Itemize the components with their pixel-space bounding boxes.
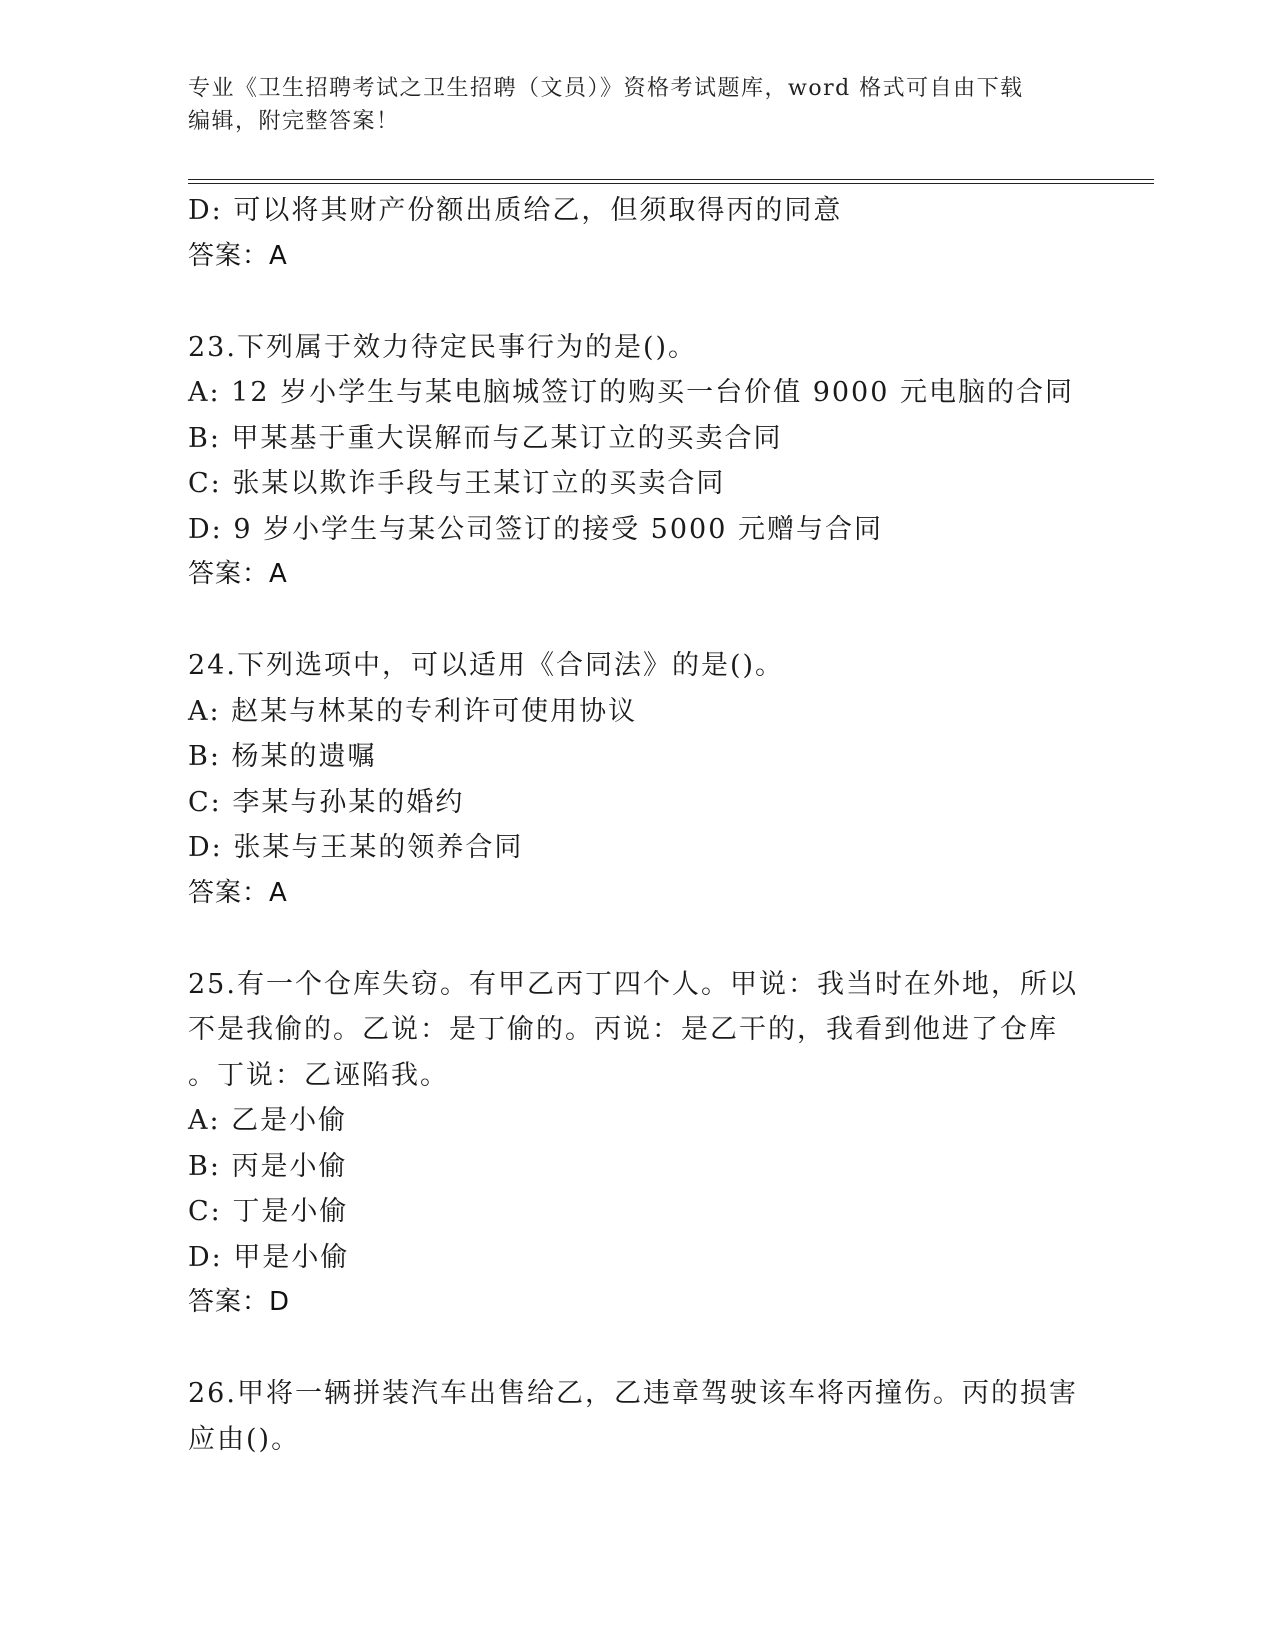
option-a: A: 乙是小偷	[188, 1105, 348, 1136]
spacer	[188, 279, 1088, 325]
question-25	[188, 962, 1088, 1326]
question-26	[188, 1371, 1088, 1462]
question-stem-line-1: 25.有一个仓库失窃。有甲乙丙丁四个人。甲说：我当时在外地，所以	[188, 968, 1078, 1000]
option-d: D: 张某与王某的领养合同	[188, 832, 524, 863]
question-23	[188, 325, 1088, 598]
question-stem-line-2: 不是我偷的。乙说：是丁偷的。丙说：是乙干的，我看到他进了仓库	[188, 1014, 1058, 1045]
option-d: D: 可以将其财产份额出质给乙，但须取得丙的同意	[188, 195, 843, 226]
option-c: C: 张某以欺诈手段与王某订立的买卖合同	[188, 468, 726, 499]
option-a: A: 赵某与林某的专利许可使用协议	[188, 695, 638, 727]
question-stem: 23.下列属于效力待定民事行为的是()。	[188, 331, 698, 363]
header-line-1: 专业《卫生招聘考试之卫生招聘（文员）》资格考试题库，word 格式可自由下载	[188, 76, 1024, 101]
question-stem: 24.下列选项中，可以适用《合同法》的是()。	[188, 650, 785, 681]
question-stem-line-3: 。丁说：乙诬陷我。	[188, 1059, 449, 1091]
question-24	[188, 643, 1088, 916]
header-line-2: 编辑，附完整答案！	[188, 109, 400, 134]
answer-line: 答案：D	[188, 1287, 291, 1317]
answer-line: 答案：A	[188, 559, 288, 589]
question-stem-line-2: 应由()。	[188, 1423, 301, 1455]
question-stem-line-1: 26.甲将一辆拼装汽车出售给乙，乙违章驾驶该车将丙撞伤。丙的损害	[188, 1378, 1078, 1409]
option-d: D: 甲是小偷	[188, 1241, 350, 1273]
spacer	[188, 598, 1088, 644]
spacer	[188, 916, 1088, 962]
option-b: B: 丙是小偷	[188, 1150, 348, 1182]
spacer	[188, 1326, 1088, 1372]
document-body	[188, 188, 1088, 1462]
answer-line: 答案：A	[188, 877, 288, 908]
header-divider-top	[188, 179, 1154, 180]
option-b: B: 杨某的遗嘱	[188, 741, 377, 772]
option-c: C: 李某与孙某的婚约	[188, 786, 465, 818]
document-header	[188, 72, 1088, 138]
option-c: C: 丁是小偷	[188, 1196, 349, 1227]
option-a: A: 12 岁小学生与某电脑城签订的购买一台价值 9000 元电脑的合同	[188, 377, 1074, 408]
option-b: B: 甲某基于重大误解而与乙某订立的买卖合同	[188, 422, 783, 454]
header-divider-bottom	[188, 183, 1154, 184]
option-d: D: 9 岁小学生与某公司签订的接受 5000 元赠与合同	[188, 513, 883, 545]
question-22-tail	[188, 188, 1088, 279]
answer-line: 答案：A	[188, 240, 288, 271]
